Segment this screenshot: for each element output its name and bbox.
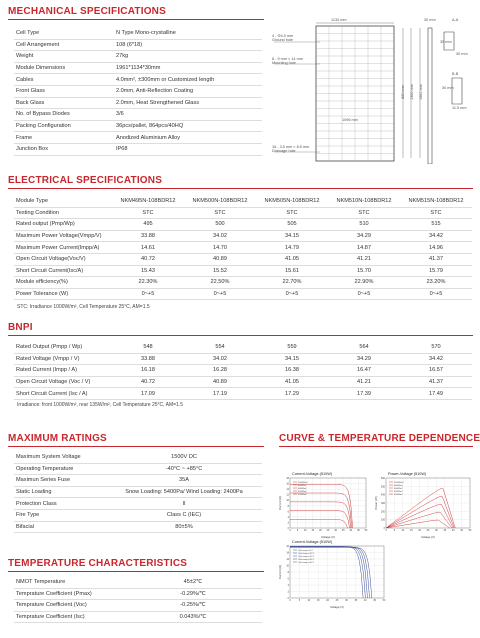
electrical-value: 22.30%: [112, 277, 184, 289]
temp-char-title: TEMPERATURE CHARACTERISTICS: [8, 558, 188, 569]
x-axis-label: Voltage (V): [421, 535, 435, 539]
mechanical-row: [14, 28, 262, 39]
bnpi-row: [14, 342, 472, 353]
section-b-dim: 30 mm: [442, 86, 454, 90]
section-a-dim2: 35 mm: [440, 40, 452, 44]
electrical-value: STC: [256, 207, 328, 219]
mechanical-value: 3/6: [114, 109, 262, 121]
series-line: [383, 520, 450, 530]
temp-char-title-underline: [8, 571, 264, 572]
y-tick-label: 500: [381, 485, 385, 489]
bnpi-value: 40.72: [112, 376, 184, 388]
bnpi-value: 16.38: [256, 365, 328, 377]
electrical-value: 22.90%: [328, 277, 400, 289]
y-tick-label: 0: [383, 527, 385, 530]
max-ratings-label: Fire Type: [14, 509, 106, 521]
x-tick-label: 30: [345, 599, 348, 603]
ground-hole-name: Ground hole: [272, 38, 293, 42]
electrical-value: 40.72: [112, 253, 184, 265]
x-tick-label: 0: [385, 529, 387, 533]
electrical-row: [14, 277, 472, 289]
bnpi-value: 17.49: [400, 388, 472, 400]
electrical-value: STC: [112, 207, 184, 219]
bnpi-value: 34.29: [328, 353, 400, 365]
y-tick-label: 8: [287, 571, 289, 574]
mechanical-row: [14, 132, 262, 144]
x-tick-label: 10: [307, 599, 311, 603]
mechanical-value: 2.0mm, Anti-Reflection Coating: [114, 85, 262, 97]
temp-char-label: NMOT Temperature: [14, 577, 124, 588]
electrical-row: [14, 265, 472, 277]
chart-title: Power-Voltage (510W): [388, 472, 427, 476]
max-ratings-row: [14, 498, 262, 510]
electrical-value: 23.20%: [400, 277, 472, 289]
electrical-value: 34.42: [400, 230, 472, 242]
x-tick-label: 50: [382, 599, 386, 603]
x-axis-label: Voltage (V): [321, 535, 335, 539]
curves-title: CURVE & TEMPERATURE DEPENDENCE: [279, 433, 480, 444]
mechanical-value: N Type Mono-crystalline: [114, 28, 262, 39]
y-tick-label: 2: [287, 521, 289, 525]
x-tick-label: 25: [326, 529, 330, 533]
x-tick-label: 40: [349, 529, 353, 533]
legend-entry: Cells temp.=25°C: [298, 555, 315, 558]
bnpi-value: 16.28: [184, 365, 256, 377]
electrical-label: Open Circuit Voltage(Voc/V): [14, 253, 112, 265]
mechanical-row: [14, 39, 262, 51]
max-ratings-title-underline: [8, 446, 264, 447]
ground-hole-spec: 4 - Φ4.5 mm: [272, 34, 294, 38]
legend-entry: Cells temp.=45°C: [298, 561, 315, 564]
temp-char-row: [14, 611, 262, 623]
bnpi-spec-table: [14, 342, 472, 400]
curves-title-underline: [279, 446, 473, 447]
x-tick-label: 35: [341, 529, 345, 533]
mechanical-value: 108 (6*18): [114, 39, 262, 51]
x-tick-label: 10: [303, 529, 307, 533]
bnpi-value: 16.18: [112, 365, 184, 377]
x-tick-label: 15: [316, 599, 320, 603]
section-b-label: B-B: [452, 72, 459, 76]
electrical-value: STC: [184, 207, 256, 219]
y-tick-label: 14: [286, 488, 289, 492]
electrical-label: Maximum Power Voltage(Vmpp/V): [14, 230, 112, 242]
y-tick-label: 16: [286, 482, 289, 486]
mechanical-label: Module Dimensions: [14, 62, 114, 74]
electrical-value: NKM505N-108BDR12: [256, 196, 328, 207]
mounting-hole-name: Mounting hole: [272, 61, 296, 65]
y-axis-label: Power (W): [374, 496, 378, 510]
electrical-label: Maximum Power Current(Impp/A): [14, 242, 112, 254]
electrical-value: 34.15: [256, 230, 328, 242]
bnpi-label: Rated Current (Impp / A): [14, 365, 112, 377]
temp-char-label: Temprature Coefficient (Voc): [14, 600, 124, 612]
max-ratings-value: Class C (IEC): [106, 509, 262, 521]
y-tick-label: 4: [287, 515, 289, 519]
bnpi-label: Open Circuit Voltage (Voc / V): [14, 376, 112, 388]
electrical-value: 500: [184, 219, 256, 231]
section-a-dim: 30 mm: [456, 52, 468, 56]
y-tick-label: 100: [381, 518, 385, 522]
max-ratings-label: Operating Temperature: [14, 463, 106, 475]
electrical-row: [14, 207, 472, 219]
electrical-title: ELECTRICAL SPECIFICATIONS: [8, 175, 163, 186]
electrical-row: [14, 242, 472, 254]
series-line: [383, 512, 452, 530]
legend-entry: Cells temp.=35°C: [298, 558, 315, 561]
electrical-row: [14, 230, 472, 242]
electrical-label: Rated output (Pmp/Wp): [14, 219, 112, 231]
electrical-label: Short Circuit Current(Isc/A): [14, 265, 112, 277]
electrical-label: Module Type: [14, 196, 112, 207]
x-tick-label: 45: [373, 599, 376, 603]
electrical-value: 15.79: [400, 265, 472, 277]
bnpi-value: 41.21: [328, 376, 400, 388]
max-ratings-label: Maximun Series Fuse: [14, 475, 106, 487]
bnpi-value: 41.37: [400, 376, 472, 388]
mechanical-value: 2.0mm, Heat Strengthened Glass: [114, 97, 262, 109]
x-tick-label: 5: [393, 529, 396, 533]
y-axis-label: Current (A): [278, 496, 282, 510]
electrical-value: 34.29: [328, 230, 400, 242]
x-tick-label: 15: [409, 529, 413, 533]
y-tick-label: 200: [381, 510, 385, 514]
mechanical-label: Cables: [14, 74, 114, 86]
electrical-value: 15.70: [328, 265, 400, 277]
temp-char-value: 45±2℃: [124, 577, 262, 588]
bnpi-row: [14, 365, 472, 377]
x-tick-label: 40: [363, 599, 367, 603]
mechanical-row: [14, 109, 262, 121]
bnpi-value: 17.39: [328, 388, 400, 400]
bnpi-value: 16.47: [328, 365, 400, 377]
x-tick-label: 45: [357, 529, 360, 533]
mechanical-title: MECHANICAL SPECIFICATIONS: [8, 6, 166, 17]
x-tick-label: 0: [289, 529, 291, 533]
electrical-value: 0~+5: [184, 288, 256, 300]
x-tick-label: 20: [319, 529, 322, 533]
mechanical-value: 1961*1134*30mm: [114, 62, 262, 74]
max-ratings-value: II: [106, 498, 262, 510]
temp-char-value: 0.043%/℃: [124, 611, 262, 623]
mechanical-row: [14, 74, 262, 86]
y-tick-label: 6: [287, 510, 289, 514]
electrical-value: 22.70%: [256, 277, 328, 289]
mechanical-label: No. of Bypass Diodes: [14, 109, 114, 121]
y-axis-label: Current (A): [278, 565, 282, 579]
y-tick-label: 16: [286, 545, 289, 548]
y-tick-label: 0: [287, 597, 289, 600]
section-a-label: A-A: [452, 18, 459, 22]
max-ratings-value: Snow Loading: 5400Pa/ Wind Loading: 2400Pa: [106, 486, 262, 498]
electrical-value: 40.89: [184, 253, 256, 265]
bnpi-value: 40.89: [184, 376, 256, 388]
bnpi-value: 34.02: [184, 353, 256, 365]
electrical-value: NKM500N-108BDR12: [184, 196, 256, 207]
height-dim-3: 1961 mm: [418, 84, 423, 100]
iv-temperature-chart: [278, 538, 388, 610]
electrical-value: 34.02: [184, 230, 256, 242]
legend-entry: 1000W/m²: [394, 481, 404, 484]
y-tick-label: 10: [286, 499, 289, 503]
x-tick-label: 35: [443, 529, 447, 533]
bnpi-row: [14, 388, 472, 400]
electrical-value: NKM495N-108BDR12: [112, 196, 184, 207]
mechanical-value: IP68: [114, 143, 262, 155]
temp-char-label: Temprature Coefficient (Pmax): [14, 588, 124, 600]
max-ratings-row: [14, 486, 262, 498]
max-ratings-label: Bifacial: [14, 521, 106, 533]
electrical-value: STC: [328, 207, 400, 219]
mechanical-row: [14, 51, 262, 63]
x-tick-label: 15: [311, 529, 315, 533]
x-tick-label: 5: [296, 529, 299, 533]
inner-width-dimension: 1096 mm: [342, 118, 358, 122]
max-ratings-row: [14, 475, 262, 487]
x-tick-label: 0: [289, 599, 291, 603]
electrical-value: 33.88: [112, 230, 184, 242]
height-dim-1: 860 mm: [400, 85, 405, 99]
mechanical-label: Frame: [14, 132, 114, 144]
bnpi-value: 548: [112, 342, 184, 353]
bnpi-value: 34.15: [256, 353, 328, 365]
x-tick-label: 25: [426, 529, 430, 533]
electrical-label: Testing Condition: [14, 207, 112, 219]
bnpi-value: 34.42: [400, 353, 472, 365]
temp-char-value: -0.29%/℃: [124, 588, 262, 600]
chart-title: Current-Voltage (510W): [292, 540, 333, 544]
max-ratings-label: Protection Class: [14, 498, 106, 510]
electrical-value: 41.37: [400, 253, 472, 265]
temp-char-row: [14, 577, 262, 588]
max-ratings-value: 35A: [106, 475, 262, 487]
y-tick-label: 600: [381, 477, 385, 480]
electrical-value: 510: [328, 219, 400, 231]
max-ratings-value: 1500V DC: [106, 452, 262, 463]
y-tick-label: 300: [381, 502, 385, 505]
bnpi-value: 41.05: [256, 376, 328, 388]
x-tick-label: 40: [451, 529, 455, 533]
mechanical-value: 27kg: [114, 51, 262, 63]
x-tick-label: 50: [364, 529, 368, 533]
electrical-value: 0~+5: [328, 288, 400, 300]
temp-char-table: [14, 577, 262, 623]
section-b-profile: [452, 78, 462, 104]
electrical-row: [14, 253, 472, 265]
max-ratings-row: [14, 521, 262, 533]
mechanical-label: Weight: [14, 51, 114, 63]
electrical-value: 495: [112, 219, 184, 231]
legend-entry: 600W/m²: [298, 487, 307, 490]
legend-entry: 800W/m²: [394, 484, 403, 487]
y-tick-label: 0: [287, 527, 289, 530]
x-tick-label: 25: [335, 599, 339, 603]
y-tick-label: 18: [286, 477, 289, 480]
electrical-value: NKM515N-108BDR12: [400, 196, 472, 207]
temp-char-row: [14, 600, 262, 612]
mechanical-row: [14, 120, 262, 132]
bnpi-row: [14, 353, 472, 365]
y-tick-label: 12: [286, 558, 289, 561]
electrical-value: 41.21: [328, 253, 400, 265]
x-tick-label: 20: [326, 599, 329, 603]
depth-dimension: 30 mm: [424, 18, 436, 22]
bnpi-label: Short Circuit Current (Isc / A): [14, 388, 112, 400]
electrical-value: 15.43: [112, 265, 184, 277]
series-line: [287, 519, 347, 530]
mechanical-row: [14, 97, 262, 109]
y-tick-label: 2: [287, 590, 289, 594]
x-tick-label: 45: [460, 529, 463, 533]
legend-entry: Cells temp.=5°C: [298, 549, 314, 552]
x-tick-label: 30: [435, 529, 438, 533]
mechanical-row: [14, 85, 262, 97]
mounting-hole-spec: 8 - 9 mm × 14 mm: [272, 57, 303, 61]
x-tick-label: 30: [334, 529, 337, 533]
mechanical-value: Anodized Aluminium Alloy: [114, 132, 262, 144]
pv-irradiance-chart: [374, 470, 474, 540]
max-ratings-row: [14, 452, 262, 463]
electrical-value: 0~+5: [112, 288, 184, 300]
x-tick-label: 10: [401, 529, 405, 533]
legend-entry: 200W/m²: [394, 493, 403, 496]
y-tick-label: 10: [286, 564, 289, 568]
mechanical-label: Front Glass: [14, 85, 114, 97]
max-ratings-row: [14, 463, 262, 475]
electrical-value: 15.61: [256, 265, 328, 277]
legend-entry: 1000W/m²: [298, 481, 308, 484]
bnpi-value: 559: [256, 342, 328, 353]
y-tick-label: 400: [381, 493, 385, 497]
bnpi-value: 564: [328, 342, 400, 353]
bnpi-value: 17.29: [256, 388, 328, 400]
legend-entry: 600W/m²: [394, 487, 403, 490]
electrical-label: Module efficiency(%): [14, 277, 112, 289]
side-profile: [428, 28, 432, 164]
electrical-note: STC: Irradiance 1000W/m², Cell Temperature 25°C, AM=1.5: [17, 304, 150, 310]
electrical-value: 41.05: [256, 253, 328, 265]
max-ratings-label: Maximum System Voltage: [14, 452, 106, 463]
drain-hole-spec: 16 - 3.5 mm × 8.5 mm: [272, 145, 310, 149]
electrical-label: Power Tolerance (W): [14, 288, 112, 300]
legend-entry: 400W/m²: [394, 490, 403, 493]
legend-entry: 200W/m²: [298, 493, 307, 496]
chart-title: Current-Voltage (510W): [292, 472, 333, 476]
y-tick-label: 14: [286, 551, 289, 555]
max-ratings-value: 80±5%: [106, 521, 262, 533]
electrical-value: STC: [400, 207, 472, 219]
max-ratings-label: Static Loading: [14, 486, 106, 498]
bnpi-label: Rated Voltage (Vmpp / V): [14, 353, 112, 365]
electrical-value: 14.70: [184, 242, 256, 254]
bnpi-value: 16.57: [400, 365, 472, 377]
mechanical-label: Cell Arrangement: [14, 39, 114, 51]
max-ratings-title: MAXIMUM RATINGS: [8, 433, 107, 444]
mechanical-label: Back Glass: [14, 97, 114, 109]
bnpi-value: 17.19: [184, 388, 256, 400]
legend-entry: 800W/m²: [298, 484, 307, 487]
electrical-row: [14, 196, 472, 207]
bnpi-label: Rated Output (Pmpp / Wp): [14, 342, 112, 353]
x-tick-label: 5: [298, 599, 301, 603]
height-dim-2: 1300 mm: [409, 84, 414, 100]
legend-entry: Cells temp.=15°C: [298, 552, 315, 555]
electrical-value: 515: [400, 219, 472, 231]
electrical-row: [14, 288, 472, 300]
bnpi-title: BNPI: [8, 322, 33, 333]
max-ratings-table: [14, 452, 262, 533]
mechanical-spec-table: [14, 28, 262, 156]
max-ratings-row: [14, 509, 262, 521]
electrical-title-underline: [8, 188, 473, 189]
bnpi-value: 554: [184, 342, 256, 353]
electrical-spec-table: [14, 196, 472, 300]
mechanical-label: Packing Configuration: [14, 120, 114, 132]
width-dimension: 1134 mm: [331, 18, 347, 22]
mechanical-title-underline: [8, 19, 264, 20]
electrical-row: [14, 219, 472, 231]
temp-char-label: Temprature Coefficient (Isc): [14, 611, 124, 623]
bnpi-note: Irradiance: front 1000W/m², rear 135W/m², Cell Temperature 25°C, AM=1.5: [17, 402, 184, 408]
bnpi-value: 33.88: [112, 353, 184, 365]
bnpi-value: 570: [400, 342, 472, 353]
mechanical-row: [14, 143, 262, 155]
mechanical-value: 36pcs/pallet, 864pcs/40HQ: [114, 120, 262, 132]
y-tick-label: 8: [287, 504, 289, 508]
y-tick-label: 4: [287, 584, 289, 587]
bnpi-row: [14, 376, 472, 388]
iv-irradiance-chart: [278, 470, 370, 540]
electrical-value: 505: [256, 219, 328, 231]
electrical-value: 14.61: [112, 242, 184, 254]
x-axis-label: Voltage (V): [330, 605, 344, 609]
section-b-dim2: 11.5 mm: [452, 106, 467, 110]
bnpi-title-underline: [8, 335, 473, 336]
max-ratings-value: -40°C ~ +85°C: [106, 463, 262, 475]
electrical-value: 14.96: [400, 242, 472, 254]
electrical-value: 0~+5: [400, 288, 472, 300]
electrical-value: 14.87: [328, 242, 400, 254]
bnpi-value: 17.09: [112, 388, 184, 400]
temp-char-value: -0.25%/℃: [124, 600, 262, 612]
electrical-value: 14.79: [256, 242, 328, 254]
mechanical-label: Junction Box: [14, 143, 114, 155]
x-tick-label: 50: [468, 529, 472, 533]
mechanical-label: Cell Type: [14, 28, 114, 39]
x-tick-label: 35: [354, 599, 358, 603]
electrical-value: 15.52: [184, 265, 256, 277]
mechanical-row: [14, 62, 262, 74]
electrical-value: 0~+5: [256, 288, 328, 300]
mechanical-value: 4.0mm², ±300mm or Customized length: [114, 74, 262, 86]
drain-hole-name: Drainage hole: [272, 149, 296, 153]
y-tick-label: 12: [286, 493, 289, 497]
electrical-value: NKM510N-108BDR12: [328, 196, 400, 207]
legend-entry: 400W/m²: [298, 490, 307, 493]
temp-char-row: [14, 588, 262, 600]
electrical-value: 22.50%: [184, 277, 256, 289]
x-tick-label: 20: [418, 529, 421, 533]
y-tick-label: 6: [287, 577, 289, 581]
